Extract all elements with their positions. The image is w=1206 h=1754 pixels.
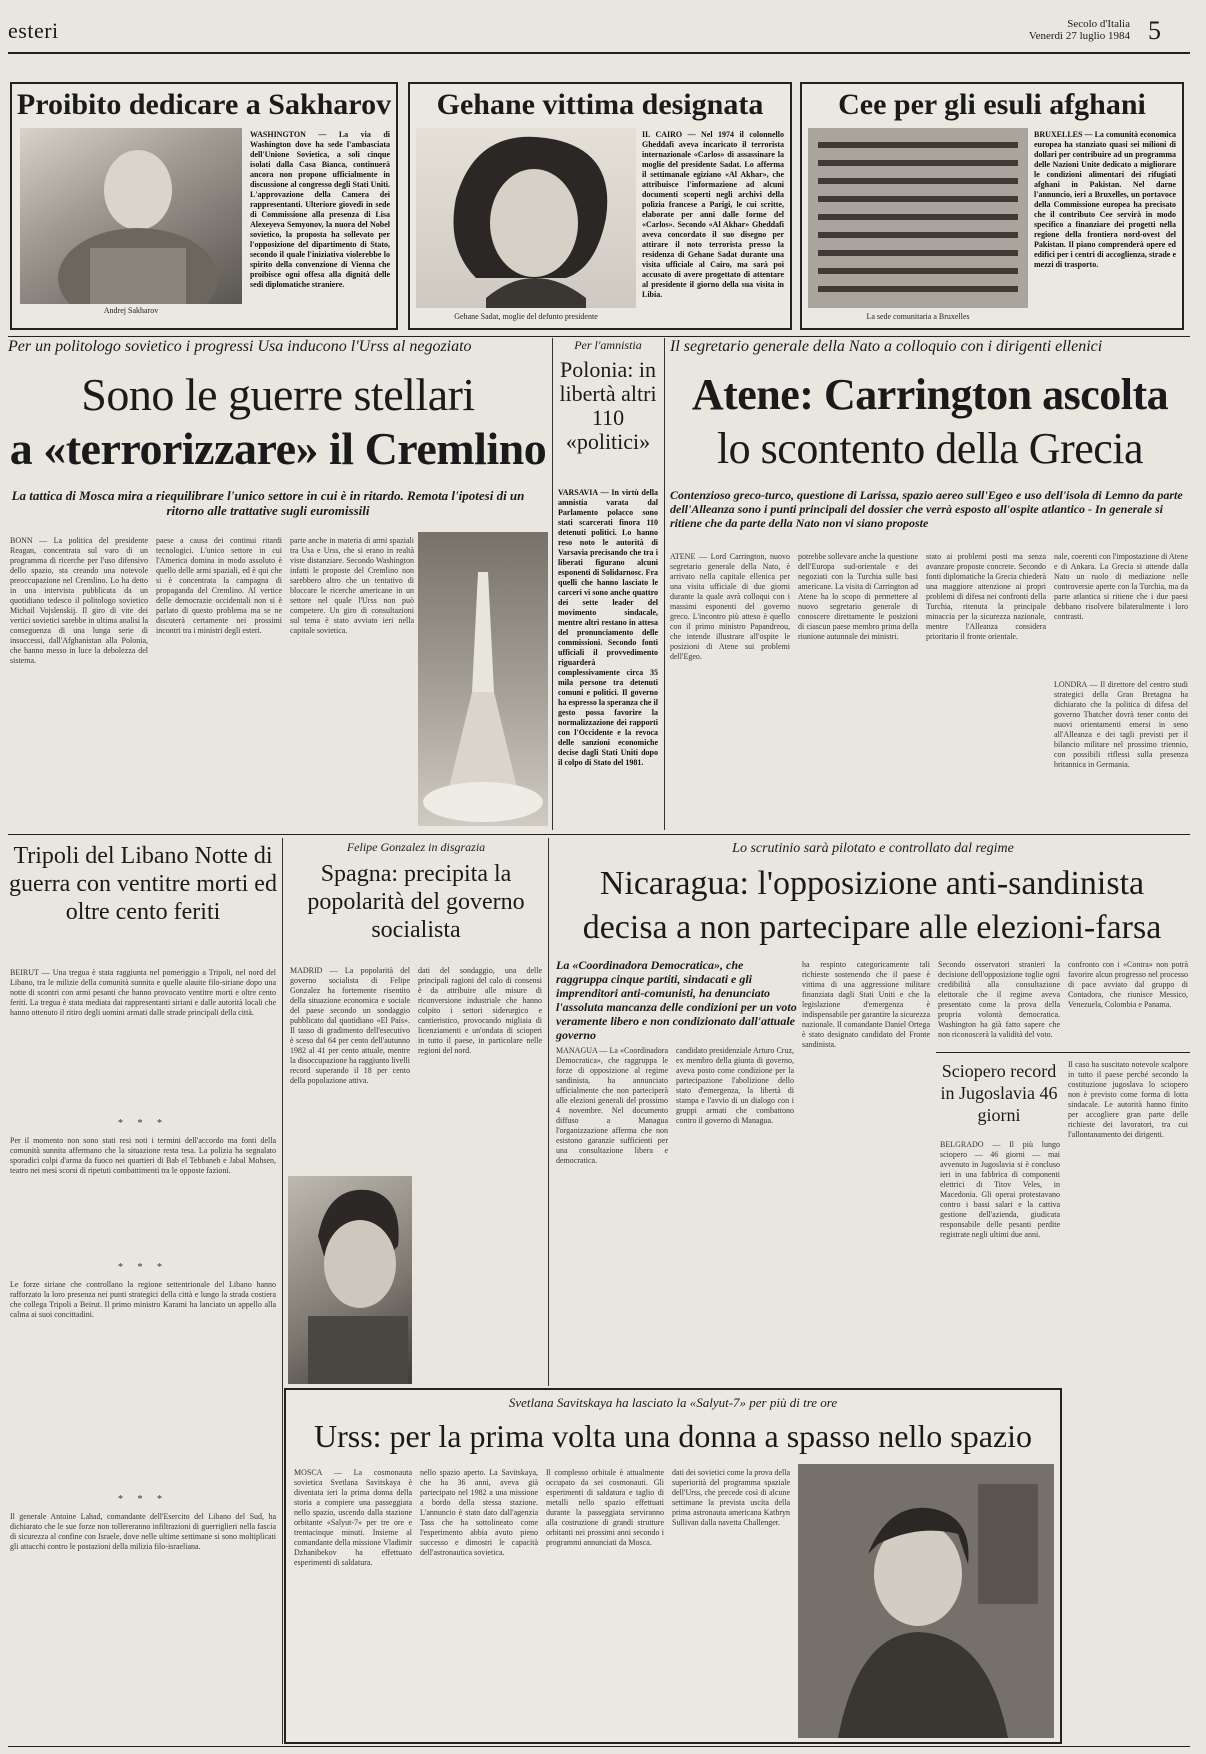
dateline: BELGRADO [940,1140,984,1149]
space-col-3: Il complesso orbitale è attualmente occupato da sei cosmonauti. Gli esperimenti di saldatura e taglio di metalli nello spazio effettuati durante la passeggiata serviranno alla costruzione di grandi strutture orbitanti nei prossimi anni secondo i programmi annunciati da Mosca. [546,1468,664,1547]
space-headline: Urss: per la prima volta una donna a spasso nello spazio [313,1418,1033,1454]
article-text: — La comunità economica europea ha stanziato quasi sei milioni di dollari per contribuire ad un programma delle Nazioni Unite dedicato a migliorare le condizioni alimentari dei rifugiati afghani in Pakistan. Nel darne l'annuncio, ieri a Bruxelles, un portavoce della Commissione europea ha precisato che il contributo Cee servirà in modo specifico a finanziare dei progetti nella regione della frontiera nord-ovest del Pakistan. Il piano comprenderà opere ed edifici per i centri di accoglienza, strade e mezzi di trasporto. [1034,130,1176,269]
starwars-headline [8,368,548,476]
box-cee-title: Cee per gli esuli afghani [838,88,1146,121]
article-text: — La popolarità del governo socialista di Felipe Gonzalez ha fortemente risentito della situazione economica e sociale del paese secondo un sondaggio pubblicato dal quotidiano «El País». Il tasso di gradimento dell'esecutivo è sceso dal 64 per cento dell'autunno 1982 al 41 per cento attuale, mentre la disoccupazione ha raggiunto livelli record superando il 18 per cento della popolazione attiva. [290,966,410,1085]
cosmonaut-image [798,1464,1054,1738]
nicaragua-kicker: Lo scrutinio sarà pilotato e controllato dal regime [732,841,1014,856]
dateline: LONDRA [1054,680,1087,689]
separator-stars: * * * [118,1262,168,1273]
nicaragua-col-1 [556,1046,668,1380]
greece-col-2: potrebbe sollevare anche la questione dell'Europa sud-orientale e dei negoziati con la Turchia sulle basi americane. La visita di Carrington ad Atene ha lo scopo di permettere al nuovo segretario generale di conoscere direttamente le posizioni di ciascun paese membro prima della riunione autunnale dei ministri. [798,552,918,641]
space-kicker: Svetlana Savitskaya ha lasciato la «Salyut-7» per più di tre ore [508,1395,838,1410]
box-gehane-title: Gehane vittima designata [436,88,764,121]
starwars-col-2: paese a causa dei continui ritardi tecnologici. L'unico settore in cui l'America domina in modo assoluto è quello delle armi spaziali, ed è qui che si è concentrata la campagna di propaganda del Cremlino. Al vertice delle democrazie occidentali non si è parlato di questo problema ma se ne discuterà certamente nei prossimi incontri tra i ministri degli esteri. [156,536,282,635]
dateline: MOSCA [294,1468,323,1477]
sakharov-article [250,130,390,322]
greece-col-1 [670,552,790,828]
article-text: — La cosmonauta sovietica Svetlana Savitskaya è diventata ieri la prima donna della storia a compiere una passeggiata nello spazio, uscendo dalla stazione orbitante «Salyut-7» per tre ore e trentacinque minuti. Insieme al comandante della missione Vladimir Dzhanibekov ha effettuato esperimenti di saldatura. [294,1468,412,1567]
space-col-2: nello spazio aperto. La Savitskaya, che ha 36 anni, aveva già partecipato nel 1982 a una missione a bordo della stessa stazione. L'annuncio è stato dato dall'agenzia Tass che ha sottolineato come l'esperimento abbia avuto pieno successo e dimostri le capacità dell'astronautica sovietica. [420,1468,538,1557]
portrait-image [20,128,242,304]
space-col-1 [294,1468,412,1738]
savitskaya-photo [798,1464,1054,1738]
portrait-image [288,1176,412,1384]
paper-meta [1000,18,1130,42]
starwars-kicker: Per un politologo sovietico i progressi Usa inducono l'Urss al negoziato [8,338,472,355]
box-rule [936,1052,1190,1053]
headline-line-2: lo scontento della Grecia [716,424,1144,473]
issue-date: Venerdì 27 luglio 1984 [1028,30,1130,42]
rocket-image [418,532,548,826]
article-text: — Una tregua è stata raggiunta nel pomeriggio a Tripoli, nel nord del Libano, tra le milizie della comunità sunnita e quelle alauite filo-siriane dopo una notte di scontri con armi pesanti che hanno provocato ventitre morti e oltre cento feriti. La tregua è stata mediata dai rappresentanti siriani e dalle autorità locali che hanno ottenuto il ritiro degli uomini armati dalle strade principali della città. [10,968,276,1017]
greece-kicker: Il segretario generale della Nato a colloquio con i dirigenti ellenici [670,338,1103,355]
tripoli-headline: Tripoli del Libano Notte di guerra con ventitre morti ed oltre cento feriti [9,843,277,925]
tripoli-p1 [10,968,276,1130]
headline-line-1: Atene: Carrington ascolta [691,370,1169,419]
dateline: BONN [10,536,33,545]
section-name: esteri [8,18,59,43]
starwars-lede: La tattica di Mosca mira a riequilibrare l'unico settore in cui è in ritardo. Remota l'ipotesi di un ritorno alle trattative sugli euromissili [11,488,525,518]
box-sakharov-title: Proibito dedicare a Sakharov [16,88,392,121]
box-cee [800,82,1184,330]
dateline: BEIRUT [10,968,39,977]
yugoslavia-headline: Sciopero record in Jugoslavia 46 giorni [940,1061,1058,1125]
col-rule [664,338,665,830]
tripoli-p3: Le forze siriane che controllano la regione settentrionale del Libano hanno rafforzato la loro presenza nei punti strategici della città e lungo la strada costiera che collega Tripoli a Beirut. Il primo ministro Karami ha lanciato un appello alla calma ai suoi concittadini. [10,1280,276,1319]
box-space [284,1388,1062,1744]
rocket-photo [418,532,548,826]
dateline: IL CAIRO [642,130,683,139]
sakharov-photo [20,128,242,304]
dateline: VARSAVIA [558,488,598,497]
gehane-caption: Gehane Sadat, moglie del defunto presidente [454,312,598,321]
yugoslavia-col-1 [940,1140,1060,1380]
poland-article [558,488,658,828]
headline-line-1: Sono le guerre stellari [81,369,475,420]
nicaragua-lede: La «Coordinadora Democratica», che raggruppa cinque partiti, sindacati e gli imprenditori anti-comunisti, ha denunciato l'assoluta mancanza delle condizioni per un voto veramente libero e non condizionato dall'attuale governo [556,958,797,1042]
cee-caption: La sede comunitaria a Bruxelles [866,312,970,321]
col-rule [548,838,549,1386]
box-sakharov [10,82,398,330]
col-rule [282,838,283,1744]
nicaragua-col-4: Secondo osservatori stranieri la decisione dell'opposizione toglie ogni credibilità alla consultazione elettorale che il regime aveva presentato come la prova della propria volontà democratica. Washington ha già fatto sapere che non riconoscerà la validità del voto. [938,960,1060,1039]
sakharov-caption: Andrej Sakharov [103,306,159,315]
article-text: — La politica del presidente Reagan, concentrata sul varo di un programma di ricerche per l'uso difensivo dello spazio, sta creando una notevole preoccupazione nel Cremlino. Lo ha detto in una intervista pubblicata da un quotidiano tedesco il politologo sovietico Michail Vojslenskij. Il giro di vite dei vertici sovietici sarebbe in ultima analisi la conseguenza di una lunga serie di insuccessi, dall'Afghanistan alla Polonia, che hanno messo in luce la debolezza del sistema. [10,536,148,665]
portrait-image [416,128,636,308]
article-text: — Lord Carrington, nuovo segretario generale della Nato, è arrivato nella capitale ellenica per una visita ufficiale di due giorni durante la quale avrà colloqui con i massimi esponenti del governo greco. L'incontro più atteso è quello con il primo ministro Papandreou, che intende illustrare all'ospite le posizioni di Atene sui problemi dell'Egeo. [670,552,790,661]
poland-kicker: Per l'amnistia [574,338,642,352]
greece-headline [668,368,1192,476]
paper-name: Secolo d'Italia [1067,18,1130,30]
greece-lede: Contenzioso greco-turco, questione di Larissa, spazio aereo sull'Egeo e uso dell'isola di Lemno da parte dell'Alleanza sono i punti principali del dossier che verrà esposto all'ospite atlantico - In generale si ritiene che da parte della Nato non vi siano proposte [670,488,1183,530]
masthead-rule [8,52,1190,54]
headline-line-2: decisa a non partecipare alle elezioni-farsa [582,909,1162,946]
article-text: — Nel 1974 il colonnello Gheddafi aveva incaricato il terrorista internazionale «Carlos» di assassinare la moglie del presidente Sadat. Lo afferma il settimanale egiziano «Al Akhar», che attribuisce l'informazione ad alcuni documenti scoperti negli archivi della polizia francese a Parigi, le cui scritte, elaborate per anni dalle forme del «Carlos». Secondo «Al Akhar» Gheddafi aveva concordato il suo disegno per attirare il noto terrorista presso la residenza di Gehane Sadat durante una visita ufficiale al Cairo, ma sarà poi accusato di avere progettato di attentare al presidente il giorno della sua visita in Libia. [642,130,784,299]
nicaragua-col-2: candidato presidenziale Arturo Cruz, ex membro della giunta di governo, aveva posto come condizione per la partecipazione l'abolizione dello stato d'emergenza, la libertà di stampa e l'avvio di un dialogo con i gruppi armati che combattono contro il governo di Managua. [676,1046,794,1125]
yugoslavia-col-2: Il caso ha suscitato notevole scalpore in tutto il paese perché secondo la costituzione jugoslava lo sciopero non è previsto come forma di lotta sindacale. Le autorità hanno finito per accogliere gran parte delle richieste dei lavoratori, tra cui l'allontanamento dei dirigenti. [1068,1060,1188,1139]
dateline: MANAGUA [556,1046,598,1055]
starwars-col-3: parte anche in materia di armi spaziali tra Usa e Urss, che si erano in realtà viste distanziare. Secondo Washington infatti le proposte del Cremlino non sarebbero altro che un tentativo di bloccare le ricerche americane in un settore nel quale l'Urss non può competere. Un giro di consultazioni sul tema è stato avviato ieri nella capitale sovietica. [290,536,414,635]
space-col-4: dati dei sovietici come la prova della superiorità del programma spaziale dell'Urss, che precede così di alcune settimane la prevista uscita della prima astronauta americana Kathryn Sullivan dalla navetta Challenger. [672,1468,790,1527]
spain-col-1a [290,966,410,1172]
col-rule [552,338,553,830]
article-text: — Il direttore del centro studi strategici della Gran Bretagna ha dichiarato che la politica di difesa del governo Thatcher dovrà tener conto dei nuovi orientamenti emersi in seno all'Alleanza e dei tagli previsti per il bilancio militare nel prossimo triennio, con possibili riflessi sulla presenza britannica in Germania. [1054,680,1188,769]
dateline: MADRID [290,966,323,975]
article-text: — Il più lungo sciopero — 46 giorni — mai avvenuto in Jugoslavia si è concluso ieri in una fabbrica di componenti elettrici di Titov Veles, in Macedonia. Gli operai protestavano contro i bassi salari e la cattiva gestione dell'azienda, giudicata responsabile delle pesanti perdite registrate negli ultimi due anni. [940,1140,1060,1239]
dateline: BRUXELLES [1034,130,1083,139]
nicaragua-headline [554,862,1190,950]
separator-stars: * * * [118,1494,168,1505]
headline-line-1: Nicaragua: l'opposizione anti-sandinista [599,865,1145,902]
cee-article [1034,130,1176,324]
greece-col-3: stato ai problemi posti ma senza avanzare proposte concrete. Secondo fonti diplomatiche la Grecia chiederà una maggiore attenzione ai propri problemi di difesa nei confronti della Turchia, ritenuta la principale minaccia per la sicurezza nazionale, mentre l'Alleanza considera prioritario il fronte orientale. [926,552,1046,641]
gonzalez-photo [288,1176,412,1384]
box-gehane [408,82,792,330]
greece-col-4: nale, coerenti con l'impostazione di Atene e di Ankara. La Grecia si attende dalla Nato un ruolo di mediazione nelle controversie aperte con la Turchia, ma da parte atlantica si ritiene che i due paesi debbano risolvere bilateralmente i loro contrasti. [1054,552,1188,621]
nicaragua-col-5: confronto con i «Contra» non potrà favorire alcun progresso nel processo di pace avviato dal gruppo di Contadora, che riunisce Messico, Venezuela, Colombia e Panama. [1068,960,1188,1009]
london-brief [1054,680,1188,828]
separator-stars: * * * [118,1118,168,1129]
page-number: 5 [1148,16,1161,45]
article-text: — La «Coordinadora Democratica», che raggruppa le forze di opposizione al regime sandinista, ha annunciato ufficialmente che non parteciperà alle elezioni generali del prossimo 4 novembre. Nel documento diffuso a Managua l'organizzazione afferma che non esistono garanzie sufficienti per una consultazione libera e democratica. [556,1046,668,1165]
starwars-col-1 [10,536,148,828]
dateline: ATENE [670,552,696,561]
cee-photo [808,128,1028,308]
gehane-photo [416,128,636,308]
spain-kicker: Felipe Gonzalez in disgrazia [346,840,486,854]
row-rule [8,336,1190,337]
tripoli-p4: Il generale Antoine Lahad, comandante dell'Esercito del Libano del Sud, ha dichiarato che le sue forze non tollereranno infiltrazioni di guerriglieri nella fascia di sicurezza al confine con Israele, dove nelle ultime settimane si sono moltiplicati gli attacchi contro le postazioni della milizia filo-israeliana. [10,1512,276,1551]
row-rule [8,834,1190,835]
gehane-article [642,130,784,324]
page-bottom-rule [8,1746,1190,1747]
nicaragua-col-3: ha respinto categoricamente tali richieste sostenendo che il paese è vittima di una aggressione militare finanziata dagli Stati Uniti e che la legislazione d'emergenza è indispensabile per garantire la sicurezza nazionale. Il comandante Daniel Ortega è stato designato candidato del Fronte sandinista. [802,960,930,1049]
article-text: — In virtù della amnistia varata dal Parlamento polacco sono stati scarcerati finora 110 detenuti politici. Lo hanno reso noto le autorità di Varsavia precisando che tra i liberati figurano alcuni esponenti di Solidarnosc. Fra quelli che hanno lasciato le carceri vi sono anche quattro dei sette leader del movimento sindacale, mentre altri restano in attesa del pronunciamento delle commissioni. Secondo fonti ufficiali il provvedimento riguarderà complessivamente circa 35 mila persone tra detenuti comuni e politici. Il governo ha espresso la speranza che il gesto possa favorire la normalizzazione dei rapporti con l'Occidente e la revoca delle sanzioni economiche decise dagli Stati Uniti dopo il colpo di Stato del 1981. [558,488,658,767]
headline-line-2: a «terrorizzare» il Cremlino [9,423,547,474]
article-text: — La via di Washington dove ha sede l'ambasciata dell'Unione Sovietica, a soli cinque isolati dalla Casa Bianca, continuerà ancora non propone ufficialmente in discussione al congresso degli Stati Uniti. L'approvazione della Camera dei rappresentanti. Ulteriore giovedì in sede di Commissione alla presenza di Lisa Alexeyeva Semyonov, la nuora del Nobel sovietico, la proposta ha sollevato per l'opposizione del dipartimento di Stato, secondo il quale l'iniziativa violerebbe lo spirito della convenzione di Vienna che proibisce ogni offesa alla dignità delle sedi diplomatiche straniere. [250,130,390,289]
dateline: WASHINGTON [250,130,306,139]
spain-headline: Spagna: precipita la popolarità del governo socialista [307,861,525,943]
spain-col-2: dati del sondaggio, una delle principali ragioni del calo di consensi è da attribuire alle misure di riconversione industriale che hanno colpito i settori siderurgico e cantieristico, provocando migliaia di licenziamenti e un'ondata di scioperi in tutto il paese, in particolare nelle regioni del nord. [418,966,542,1055]
poland-headline: Polonia: in libertà altri 110 «politici» [559,357,657,454]
tripoli-p2: Per il momento non sono stati resi noti i termini dell'accordo ma fonti della comunità sunnita affermano che la situazione resta tesa. La polizia ha segnalato sporadici colpi d'arma da fuoco nei quartieri di Bab el Tebbaneh e Jabal Mohsen, teatro nei mesi scorsi di ripetuti combattimenti tra le opposte fazioni. [10,1136,276,1175]
building-image [808,128,1028,308]
